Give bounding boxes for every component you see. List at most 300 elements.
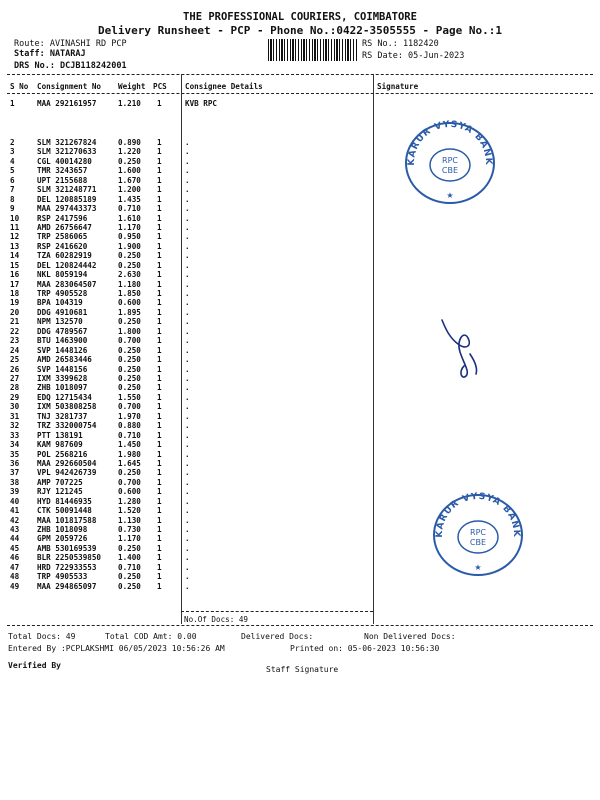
row-sno: 25 (10, 355, 20, 365)
row-sno: 39 (10, 487, 20, 497)
row-sno: 13 (10, 241, 20, 251)
row-consignee: . (185, 477, 190, 487)
row-consignee: . (185, 232, 190, 242)
row-consignee: . (185, 581, 190, 591)
row-consignee: . (185, 364, 190, 374)
table-row (0, 195, 600, 204)
row-consignee: . (185, 440, 190, 450)
row-consignment-no: POL 2568216 (37, 449, 88, 459)
row-consignment-no: ZHB 1018097 (37, 383, 88, 393)
row-sno: 22 (10, 326, 20, 336)
row-consignee: . (185, 251, 190, 261)
stamp-line2: CBE (441, 166, 459, 175)
row-pcs: 1 (157, 185, 162, 195)
row-weight: 0.890 (118, 138, 141, 147)
row-consignee: . (185, 204, 190, 214)
row-consignee: . (185, 307, 190, 317)
row-sno: 36 (10, 458, 20, 468)
row-pcs: 1 (157, 232, 162, 242)
row-pcs: 1 (157, 581, 162, 591)
printed-on: Printed on: 05-06-2023 10:56:30 (290, 644, 440, 653)
row-consignment-no: DDG 4789567 (37, 326, 88, 336)
row-consignment-no: TRP 4905528 (37, 289, 88, 299)
row-consignee: . (185, 222, 190, 232)
table-row (0, 223, 600, 232)
row-consignee: . (185, 392, 190, 402)
table-row (0, 346, 600, 355)
row-consignment-no: AMD 26583446 (37, 355, 92, 365)
table-row (0, 251, 600, 260)
staff-signature: Staff Signature (266, 665, 339, 674)
row-consignment-no: TRP 2586065 (37, 232, 88, 242)
table-row (0, 176, 600, 185)
row-consignment-no: AMP 707225 (37, 477, 83, 487)
row-weight: 1.900 (118, 241, 141, 251)
table-row (0, 157, 600, 166)
row-consignee: . (185, 449, 190, 459)
row-weight: 1.220 (118, 147, 141, 157)
row-sno: 44 (10, 534, 20, 544)
row-weight: 1.200 (118, 185, 141, 195)
row-pcs: 1 (157, 458, 162, 468)
row-pcs: 1 (157, 317, 162, 327)
row-sno: 31 (10, 411, 20, 421)
row-sno: 24 (10, 345, 20, 355)
row-weight: 1.180 (118, 279, 141, 289)
row-pcs: 1 (157, 166, 162, 176)
row-weight: 0.250 (118, 364, 141, 374)
row-pcs: 1 (157, 440, 162, 450)
row-consignment-no: VPL 942426739 (37, 468, 97, 478)
row-consignment-no: TRP 4905533 (37, 572, 88, 582)
row-consignment-no: CGL 40014280 (37, 156, 92, 166)
row-consignment-no: IXM 3399628 (37, 374, 88, 383)
row-sno: 16 (10, 270, 20, 280)
row-consignment-no: AMD 26756647 (37, 222, 92, 232)
row-consignment-no: HYD 81446935 (37, 496, 92, 506)
row-sno: 6 (10, 175, 15, 185)
no-of-docs: No.Of Docs: 49 (184, 615, 249, 624)
row-pcs: 1 (157, 392, 162, 402)
row-sno: 15 (10, 260, 20, 270)
row-consignment-no: MAA 292660504 (37, 458, 97, 468)
runsheet-title: Delivery Runsheet - PCP - Phone No.:0422-3505555 - Page No.:1 (98, 24, 502, 37)
row-pcs: 1 (157, 326, 162, 336)
table-row (0, 166, 600, 175)
row-consignee: . (185, 421, 190, 431)
row-consignment-no: TRZ 332000754 (37, 421, 97, 431)
row-consignment-no: TMR 3243657 (37, 166, 88, 176)
row-pcs: 1 (157, 374, 162, 383)
row-sno: 46 (10, 553, 20, 563)
row-pcs: 1 (157, 298, 162, 308)
row-weight: 1.970 (118, 411, 141, 421)
row-pcs: 1 (157, 204, 162, 214)
row-consignee: . (185, 374, 190, 383)
row-weight: 0.250 (118, 374, 141, 383)
row-consignment-no: BPA 104319 (37, 298, 83, 308)
company-title: THE PROFESSIONAL COURIERS, COIMBATORE (183, 11, 417, 23)
row-sno: 48 (10, 572, 20, 582)
row-sno: 8 (10, 194, 15, 204)
row-pcs: 1 (157, 421, 162, 431)
row-pcs: 1 (157, 222, 162, 232)
row-pcs: 1 (157, 260, 162, 270)
stamp2-line2: CBE (469, 538, 487, 547)
row-weight: 1.130 (118, 515, 141, 525)
rs-date: RS Date: 05-Jun-2023 (362, 51, 465, 61)
row-consignment-no: BLR 2250539850 (37, 553, 102, 563)
table-row (0, 232, 600, 241)
row-pcs: 1 (157, 175, 162, 185)
row-consignee: . (185, 185, 190, 195)
entered-by: Entered By :PCPLAKSHMI 06/05/2023 10:56:26 AM (8, 644, 225, 653)
row-consignee: . (185, 515, 190, 525)
row-consignment-no: PTT 138191 (37, 430, 83, 440)
table-row (0, 459, 600, 468)
table-row (0, 365, 600, 374)
row-weight: 0.250 (118, 251, 141, 261)
row-pcs: 1 (157, 270, 162, 280)
col-consignment: Consignment No (37, 82, 102, 91)
row-consignment-no: MAA 283064507 (37, 279, 97, 289)
table-row (0, 327, 600, 336)
row-consignee: . (185, 430, 190, 440)
row-weight: 0.250 (118, 383, 141, 393)
row-consignment-no: SVP 1448126 (37, 345, 88, 355)
row-consignment-no: SLM 321270633 (37, 147, 97, 157)
row-consignment-no: UPT 2155688 (37, 175, 88, 185)
row-weight: 0.950 (118, 232, 141, 242)
table-row (0, 431, 600, 440)
row-consignee: . (185, 562, 190, 572)
row-sno: 33 (10, 430, 20, 440)
svg-text:★: ★ (474, 563, 482, 572)
row-sno: 7 (10, 185, 15, 195)
row-pcs: 1 (157, 307, 162, 317)
row-sno: 27 (10, 374, 20, 383)
row-sno: 34 (10, 440, 20, 450)
row-consignee: . (185, 496, 190, 506)
row-sno: 1 (10, 99, 15, 108)
row-consignment-no: AMB 530169539 (37, 543, 97, 553)
total-cod: Total COD Amt: 0.00 (105, 632, 197, 641)
row-consignee: . (185, 289, 190, 299)
row-consignee: . (185, 156, 190, 166)
table-row (0, 185, 600, 194)
row-weight: 1.980 (118, 449, 141, 459)
row-weight: 1.610 (118, 213, 141, 223)
header-top-rule (7, 74, 593, 75)
stamp-bank-text: KARUR VYSYA BANK (406, 119, 494, 166)
row-consignment-no: DEL 120885189 (37, 194, 97, 204)
row-weight: 0.880 (118, 421, 141, 431)
stamp-line1: RPC (442, 156, 458, 165)
row-pcs: 1 (157, 355, 162, 365)
table-row (0, 99, 600, 108)
row-consignment-no: BTU 1463900 (37, 336, 88, 346)
row-pcs: 1 (157, 213, 162, 223)
table-row (0, 261, 600, 270)
row-sno: 43 (10, 525, 20, 535)
row-consignee: . (185, 402, 190, 412)
table-row (0, 214, 600, 223)
row-weight: 0.250 (118, 468, 141, 478)
row-consignee: . (185, 138, 190, 147)
row-consignee: . (185, 553, 190, 563)
row-consignment-no: RSP 2417596 (37, 213, 88, 223)
row-consignee: . (185, 298, 190, 308)
row-weight: 0.250 (118, 572, 141, 582)
row-consignee: . (185, 336, 190, 346)
table-row (0, 289, 600, 298)
row-sno: 45 (10, 543, 20, 553)
row-weight: 1.895 (118, 307, 141, 317)
row-sno: 19 (10, 298, 20, 308)
row-consignment-no: MAA 294865097 (37, 581, 97, 591)
row-consignment-no: MAA 292161957 (37, 99, 97, 108)
table-row (0, 147, 600, 156)
col-pcs: PCS (153, 82, 167, 91)
row-sno: 40 (10, 496, 20, 506)
row-pcs: 1 (157, 506, 162, 516)
row-consignee: . (185, 487, 190, 497)
row-consignee: . (185, 317, 190, 327)
row-consignee: KVB RPC (185, 99, 218, 108)
row-sno: 26 (10, 364, 20, 374)
col-signature: Signature (377, 82, 419, 91)
table-bottom-rule (7, 625, 593, 626)
row-consignment-no: KAM 987609 (37, 440, 83, 450)
row-pcs: 1 (157, 468, 162, 478)
bank-stamp-icon-2 (428, 490, 528, 580)
row-sno: 49 (10, 581, 20, 591)
row-weight: 0.250 (118, 581, 141, 591)
row-sno: 37 (10, 468, 20, 478)
bank-stamp-icon (400, 118, 500, 208)
table-row (0, 383, 600, 392)
row-consignment-no: MAA 297443373 (37, 204, 97, 214)
table-row (0, 317, 600, 326)
row-consignee: . (185, 383, 190, 393)
row-pcs: 1 (157, 241, 162, 251)
row-consignment-no: SVP 1448156 (37, 364, 88, 374)
row-weight: 0.700 (118, 336, 141, 346)
row-consignee: . (185, 166, 190, 176)
row-sno: 20 (10, 307, 20, 317)
row-pcs: 1 (157, 251, 162, 261)
row-consignee: . (185, 355, 190, 365)
row-consignee: . (185, 241, 190, 251)
row-pcs: 1 (157, 515, 162, 525)
row-weight: 0.250 (118, 345, 141, 355)
row-consignment-no: CTK 50091448 (37, 506, 92, 516)
row-pcs: 1 (157, 147, 162, 157)
row-pcs: 1 (157, 402, 162, 412)
row-sno: 5 (10, 166, 15, 176)
table-row (0, 374, 600, 383)
row-sno: 10 (10, 213, 20, 223)
row-consignee: . (185, 468, 190, 478)
row-sno: 35 (10, 449, 20, 459)
table-row (0, 270, 600, 279)
row-weight: 0.700 (118, 477, 141, 487)
row-weight: 0.250 (118, 260, 141, 270)
row-weight: 0.600 (118, 487, 141, 497)
row-weight: 0.730 (118, 525, 141, 535)
row-weight: 1.550 (118, 392, 141, 402)
row-consignee: . (185, 411, 190, 421)
row-weight: 0.700 (118, 402, 141, 412)
row-weight: 1.600 (118, 166, 141, 176)
row-consignee: . (185, 326, 190, 336)
row-weight: 1.645 (118, 458, 141, 468)
row-consignment-no: TZA 60282919 (37, 251, 92, 261)
row-consignee: . (185, 213, 190, 223)
row-consignment-no: SLM 321248771 (37, 185, 97, 195)
row-consignee: . (185, 175, 190, 185)
row-weight: 1.450 (118, 440, 141, 450)
row-sno: 3 (10, 147, 15, 157)
delivered-docs: Delivered Docs: (241, 632, 314, 641)
col-sno: S No (10, 82, 29, 91)
row-sno: 32 (10, 421, 20, 431)
row-sno: 42 (10, 515, 20, 525)
row-weight: 1.280 (118, 496, 141, 506)
row-pcs: 1 (157, 525, 162, 535)
row-sno: 17 (10, 279, 20, 289)
row-consignee: . (185, 525, 190, 535)
row-sno: 38 (10, 477, 20, 487)
table-row (0, 242, 600, 251)
row-sno: 21 (10, 317, 20, 327)
verified-by: Verified By (8, 661, 61, 670)
row-pcs: 1 (157, 99, 162, 108)
row-weight: 0.250 (118, 355, 141, 365)
table-row (0, 421, 600, 430)
row-consignee: . (185, 534, 190, 544)
row-weight: 0.250 (118, 156, 141, 166)
row-pcs: 1 (157, 289, 162, 299)
row-sno: 18 (10, 289, 20, 299)
row-consignment-no: SLM 321267824 (37, 138, 97, 147)
docs-rule (181, 611, 373, 612)
row-pcs: 1 (157, 138, 162, 147)
row-pcs: 1 (157, 562, 162, 572)
route-label: Route: AVINASHI RD PCP (14, 39, 127, 49)
row-sno: 2 (10, 138, 15, 147)
table-row (0, 298, 600, 307)
row-weight: 2.630 (118, 270, 141, 280)
row-pcs: 1 (157, 194, 162, 204)
table-row (0, 393, 600, 402)
row-weight: 0.710 (118, 204, 141, 214)
barcode (268, 39, 358, 61)
row-consignment-no: RJY 121245 (37, 487, 83, 497)
row-consignee: . (185, 260, 190, 270)
row-weight: 1.210 (118, 99, 141, 108)
row-weight: 0.600 (118, 298, 141, 308)
row-pcs: 1 (157, 543, 162, 553)
row-consignee: . (185, 543, 190, 553)
table-row (0, 450, 600, 459)
row-consignment-no: RSP 2416620 (37, 241, 88, 251)
col-consignee: Consignee Details (185, 82, 263, 91)
row-sno: 9 (10, 204, 15, 214)
svg-text:★: ★ (446, 191, 454, 200)
row-consignee: . (185, 270, 190, 280)
row-pcs: 1 (157, 534, 162, 544)
row-consignment-no: NKL 8059194 (37, 270, 88, 280)
row-weight: 1.170 (118, 534, 141, 544)
table-row (0, 478, 600, 487)
row-consignee: . (185, 279, 190, 289)
row-pcs: 1 (157, 279, 162, 289)
row-weight: 1.850 (118, 289, 141, 299)
table-row (0, 308, 600, 317)
row-weight: 0.250 (118, 317, 141, 327)
row-pcs: 1 (157, 430, 162, 440)
col-weight: Weight (118, 82, 146, 91)
row-sno: 30 (10, 402, 20, 412)
row-sno: 28 (10, 383, 20, 393)
table-row (0, 204, 600, 213)
stamp2-bank-text: KARUR VYSYA BANK (434, 491, 522, 538)
table-row (0, 582, 600, 591)
row-weight: 0.250 (118, 543, 141, 553)
row-pcs: 1 (157, 156, 162, 166)
row-consignee: . (185, 506, 190, 516)
row-sno: 4 (10, 156, 15, 166)
table-row (0, 280, 600, 289)
row-sno: 41 (10, 506, 20, 516)
staff-label: Staff: NATARAJ (14, 49, 86, 59)
row-weight: 1.170 (118, 222, 141, 232)
row-weight: 1.400 (118, 553, 141, 563)
row-weight: 0.710 (118, 430, 141, 440)
row-pcs: 1 (157, 553, 162, 563)
row-consignment-no: IXM 503808258 (37, 402, 97, 412)
table-row (0, 402, 600, 411)
row-pcs: 1 (157, 477, 162, 487)
row-consignment-no: ZHB 1018098 (37, 525, 88, 535)
row-consignment-no: HRD 722933553 (37, 562, 97, 572)
row-pcs: 1 (157, 496, 162, 506)
row-consignment-no: TNJ 3281737 (37, 411, 88, 421)
row-consignment-no: GPM 2059726 (37, 534, 88, 544)
row-pcs: 1 (157, 383, 162, 393)
table-row (0, 412, 600, 421)
table-row (0, 355, 600, 364)
row-consignee: . (185, 147, 190, 157)
row-consignment-no: NPM 132570 (37, 317, 83, 327)
row-sno: 47 (10, 562, 20, 572)
table-row (0, 440, 600, 449)
table-row (0, 138, 600, 147)
row-consignment-no: EDQ 12715434 (37, 392, 92, 402)
row-weight: 1.520 (118, 506, 141, 516)
row-consignee: . (185, 458, 190, 468)
row-sno: 23 (10, 336, 20, 346)
row-consignee: . (185, 194, 190, 204)
row-pcs: 1 (157, 572, 162, 582)
handwritten-signature (436, 310, 486, 385)
row-sno: 29 (10, 392, 20, 402)
header-bottom-rule (7, 93, 593, 94)
row-sno: 14 (10, 251, 20, 261)
row-consignment-no: DDG 4910681 (37, 307, 88, 317)
non-delivered-docs: Non Delivered Docs: (364, 632, 456, 641)
